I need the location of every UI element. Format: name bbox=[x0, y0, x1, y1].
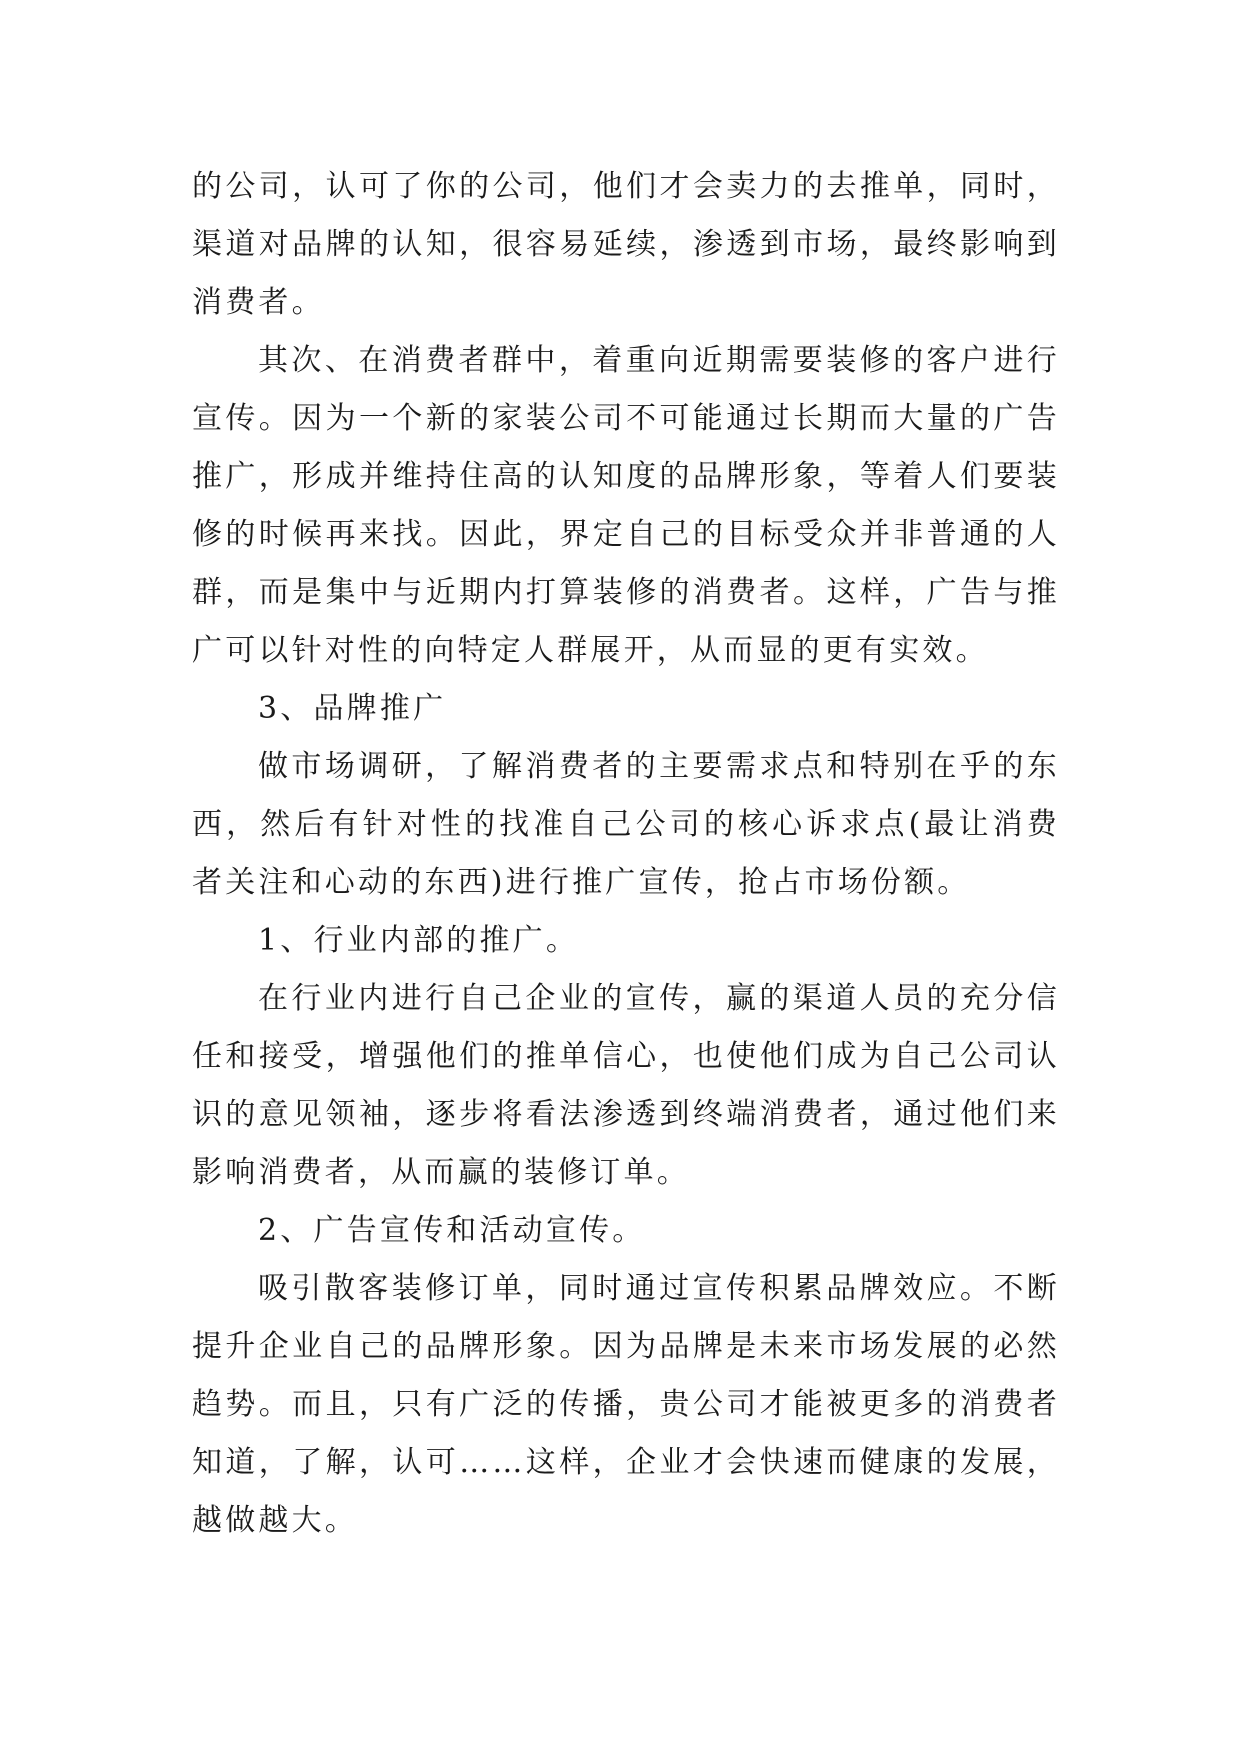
paragraph-4: 在行业内进行自己企业的宣传，赢的渠道人员的充分信任和接受，增强他们的推单信心，也使他们成为自己公司认识的意见领袖，逐步将看法渗透到终端消费者，通过他们来影响消费者，从而赢的装修订单。 bbox=[192, 981, 1060, 1190]
subheading-advertising-promotion: 2、广告宣传和活动宣传。 bbox=[258, 1213, 646, 1248]
subheading-industry-promotion: 1、行业内部的推广。 bbox=[258, 923, 580, 958]
paragraph-3: 做市场调研，了解消费者的主要需求点和特别在乎的东西，然后有针对性的找准自己公司的核心诉求点(最让消费者关注和心动的东西)进行推广宣传，抢占市场份额。 bbox=[192, 749, 1060, 900]
paragraph-2: 其次、在消费者群中，着重向近期需要装修的客户进行宣传。因为一个新的家装公司不可能通过长期而大量的广告推广，形成并维持住高的认知度的品牌形象，等着人们要装修的时候再来找。因此，界定自己的目标受众并非普通的人群，而是集中与近期内打算装修的消费者。这样，广告与推广可以针对性的向特定人群展开，从而显的更有实效。 bbox=[192, 343, 1060, 668]
paragraph-1: 的公司，认可了你的公司，他们才会卖力的去推单，同时，渠道对品牌的认知，很容易延续，渗透到市场，最终影响到消费者。 bbox=[192, 169, 1060, 320]
section-heading-brand-promotion: 3、品牌推广 bbox=[258, 691, 447, 726]
paragraph-5: 吸引散客装修订单，同时通过宣传积累品牌效应。不断提升企业自己的品牌形象。因为品牌是未来市场发展的必然趋势。而且，只有广泛的传播，贵公司才能被更多的消费者知道，了解，认可……这样，企业才会快速而健康的发展，越做越大。 bbox=[192, 1271, 1060, 1538]
document-body bbox=[192, 158, 1060, 1550]
